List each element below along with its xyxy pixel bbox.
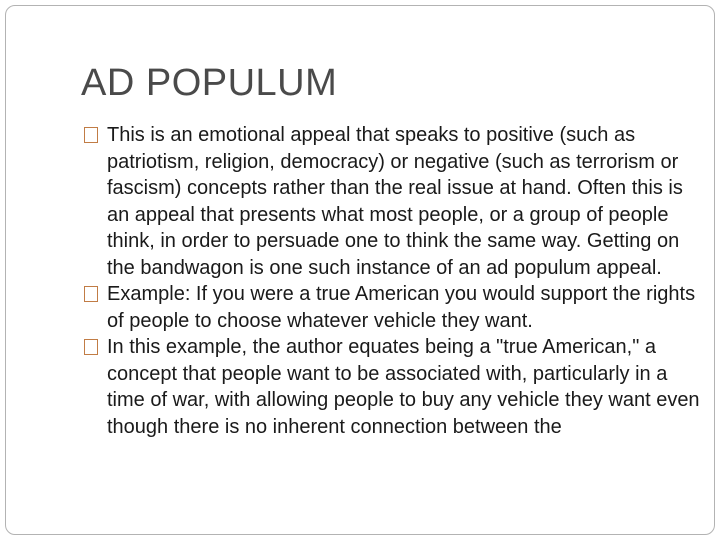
bullet-text: In this example, the author equates being a "true American," a concept that people want to be associated with, particularly in a time of war, with allowing people to buy any vehicle they want even though there is no inherent connection between the <box>107 336 700 438</box>
hollow-square-bullet-icon <box>84 339 98 355</box>
hollow-square-bullet-icon <box>84 286 98 302</box>
bullet-item-explanation <box>84 334 704 440</box>
bullet-item-definition <box>84 122 704 281</box>
slide-title: AD POPULUM <box>81 62 338 104</box>
slide <box>5 5 715 535</box>
bullet-text: This is an emotional appeal that speaks to positive (such as patriotism, religion, democracy) or negative (such as terrorism or fascism) concepts rather than the real issue at hand. Often this is an appeal that presents what most people, or a group of people think, in order to persuade one to think the same way. Getting on the bandwagon is one such instance of an ad populum appeal. <box>107 124 683 279</box>
bullet-text: Example: If you were a true American you would support the rights of people to choose whatever vehicle they want. <box>107 283 696 332</box>
bullet-list <box>84 122 704 440</box>
bullet-item-example <box>84 281 704 334</box>
hollow-square-bullet-icon <box>84 127 98 143</box>
